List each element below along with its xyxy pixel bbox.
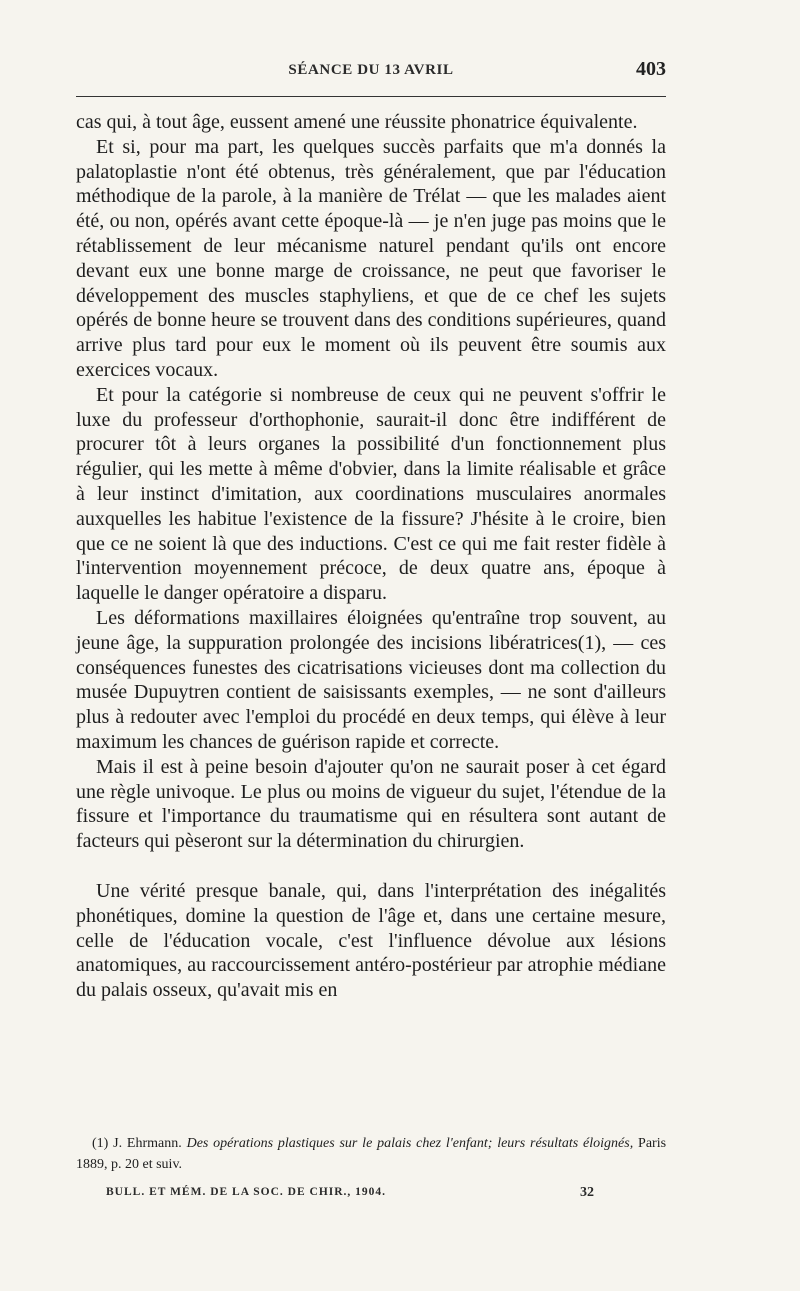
paragraph: Les déformations maxillaires éloignées qu'entraîne trop souvent, au jeune âge, la suppuration prolongée des incisions libératrices(1), — ces conséquences funestes des cicatrisations vicieuses dont ma collection du musée Dupuytren contient de saisissants exemples, — ne sont d'ailleurs plus à redouter avec l'emploi du procédé en deux temps, qui élève à leur maximum les chances de guérison rapide et correcte. [76, 606, 666, 753]
footer-journal: BULL. ET MÉM. DE LA SOC. DE CHIR., 1904. [106, 1186, 387, 1198]
footnote-marker: (1) [92, 1136, 109, 1151]
footnote-author: J. Ehrmann. [113, 1136, 182, 1151]
footnote-title: Des opérations plastiques sur le palais chez l'enfant; leurs résultats éloignés, [186, 1136, 634, 1151]
paragraph-new-section: Une vérité presque banale, qui, dans l'interprétation des inégalités phonétiques, domine la question de l'âge et, dans une certaine mesure, celle de l'éducation vocale, c'est l'influence dévolue aux lésions anatomiques, au raccourcissement antéro-postérieur par atrophie médiane du palais osseux, qu'avait mis en [76, 879, 666, 1002]
page-footer [76, 1186, 666, 1206]
header-rule [76, 96, 666, 97]
paragraph-continuation: cas qui, à tout âge, eussent amené une réussite phonatrice équivalente. [76, 111, 638, 133]
body-text [76, 110, 666, 1003]
paragraph: Et si, pour ma part, les quelques succès parfaits que m'a donnés la palatoplastie n'ont été obtenus, très généralement, que par l'éducation méthodique de la parole, à la manière de Trélat — que les malades aient été, ou non, opérés avant cette époque-là — je n'en juge pas moins que le rétablissement de leur mécanisme naturel pendant qu'ils ont encore devant eux une bonne marge de croissance, ne peut que favoriser le développement des muscles staphyliens, et que de ce chef les sujets opérés de bonne heure se trouvent dans des conditions supérieures, quand arrive plus tard pour eux le moment où ils peuvent être soumis aux exercices vocaux. [76, 135, 666, 381]
page-number: 403 [636, 58, 666, 80]
footnote-publication: Paris 1889, p. 20 et suiv. [76, 1136, 667, 1172]
running-head-title: SÉANCE DU 13 AVRIL [288, 62, 454, 78]
paragraph: Et pour la catégorie si nombreuse de ceux qui ne peuvent s'offrir le luxe du professeur d'orthophonie, saurait-il donc être indifférent de procurer tôt à leurs organes la possibilité d'un fonctionnement plus régulier, qui les mette à même d'obvier, dans la limite réalisable et grâce à leur instinct d'imitation, aux coordinations musculaires anormales auxquelles les habitue l'existence de la fissure? J'hésite à le croire, bien que ce ne soient là que des inductions. C'est ce qui me fait rester fidèle à l'intervention moyennement précoce, de deux quatre ans, époque à laquelle le danger opératoire a disparu. [76, 383, 666, 605]
paragraph: Mais il est à peine besoin d'ajouter qu'on ne saurait poser à cet égard une règle univoque. Le plus ou moins de vigueur du sujet, l'étendue de la fissure et l'importance du traumatisme qui en résultera sont autant de facteurs qui pèseront sur la détermination du chirurgien. [76, 755, 666, 853]
footer-signature-number: 32 [580, 1185, 594, 1200]
footnote [76, 1133, 666, 1175]
running-header [76, 58, 666, 82]
